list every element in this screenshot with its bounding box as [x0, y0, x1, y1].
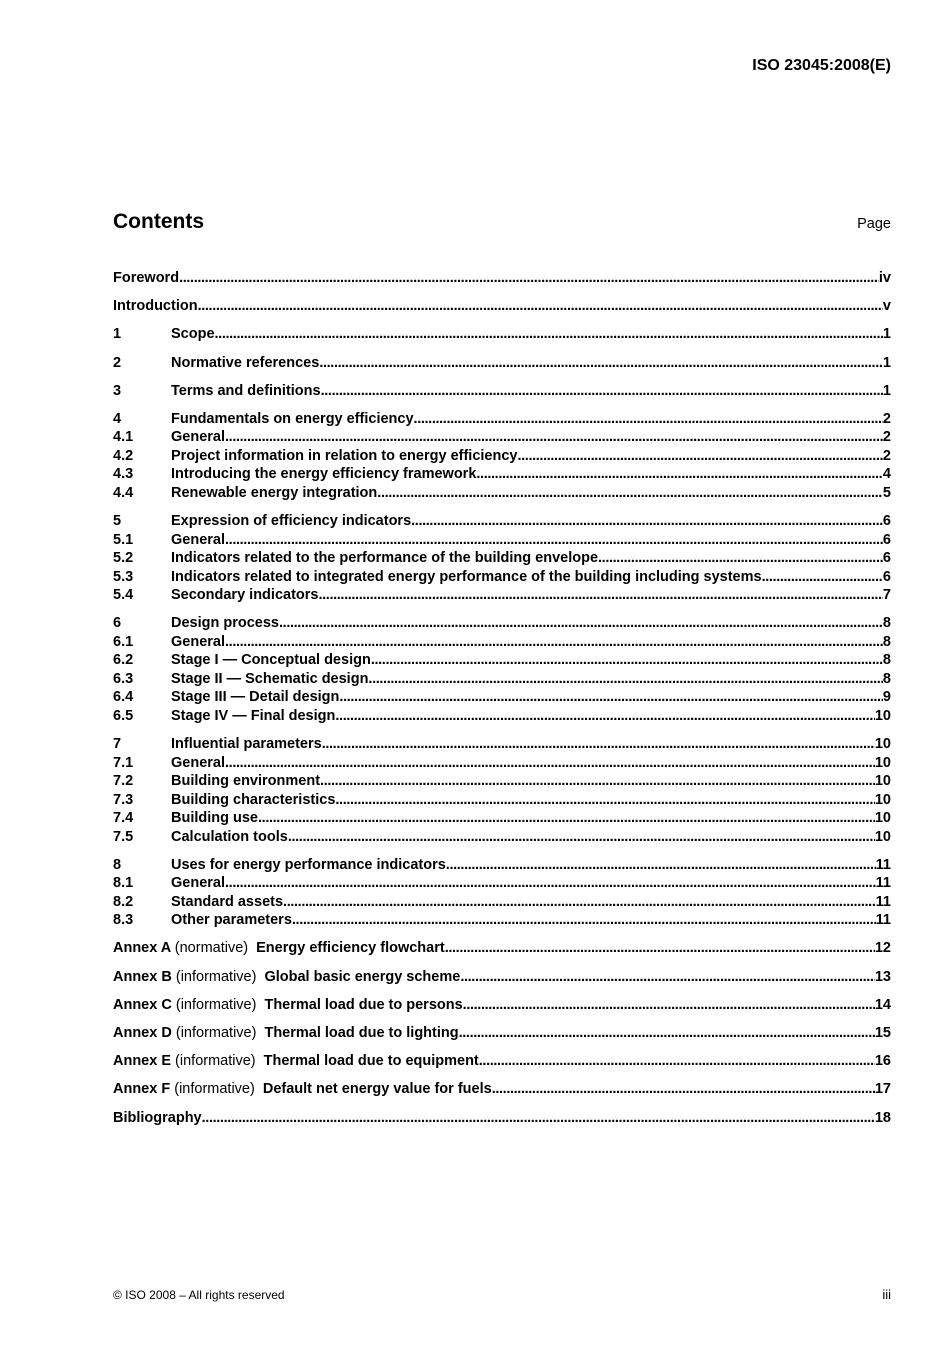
toc-entry-title: Normative references: [171, 354, 320, 371]
dot-leader: [335, 708, 874, 724]
toc-entry-page: 2: [882, 429, 891, 446]
toc-entry[interactable]: [113, 652, 891, 671]
dot-leader: [319, 355, 883, 371]
toc-entry-page: 11: [875, 893, 891, 910]
dot-leader: [202, 1110, 875, 1126]
toc-entry[interactable]: [113, 1025, 891, 1044]
toc-entry-title: Standard assets: [171, 893, 284, 910]
toc-group: [113, 270, 891, 289]
toc-entry-number: 6.4: [113, 689, 134, 706]
toc-entry-page: 10: [874, 773, 891, 789]
toc-group: [113, 355, 891, 374]
toc-entry-page: 6: [882, 568, 891, 585]
annex-kind: (informative): [175, 996, 257, 1013]
dot-leader: [368, 671, 883, 687]
annex-label: Annex C: [113, 996, 172, 1013]
toc-entry[interactable]: [113, 912, 891, 931]
toc-entry-title: Influential parameters: [171, 736, 322, 752]
toc-entry[interactable]: [113, 773, 891, 792]
toc-entry-page: 12: [874, 940, 891, 957]
toc-entry-page: 10: [874, 810, 891, 826]
toc-entry[interactable]: [113, 485, 891, 504]
dot-leader: [258, 810, 875, 826]
toc-entry-title: Secondary indicators: [171, 587, 319, 604]
toc-entry-number: 5.4: [113, 587, 134, 604]
toc-entry[interactable]: [113, 550, 891, 569]
dot-leader: [463, 997, 875, 1013]
toc-entry-title: [113, 940, 445, 956]
toc-entry-page: 10: [874, 754, 891, 771]
toc-entry-page: 11: [875, 875, 891, 892]
toc-entry-title: Introduction: [113, 298, 198, 315]
toc-entry-title: Stage III — Detail design: [171, 689, 340, 706]
toc-entry[interactable]: [113, 634, 891, 653]
toc-entry[interactable]: [113, 326, 891, 345]
toc-group: [113, 857, 891, 931]
toc-entry-title: General: [171, 754, 225, 771]
dot-leader: [371, 652, 883, 668]
dot-leader: [322, 736, 875, 752]
toc-entry-number: 6.2: [113, 652, 134, 669]
toc-entry[interactable]: [113, 689, 891, 708]
toc-entry[interactable]: [113, 969, 891, 988]
toc-entry-title: Renewable energy integration: [171, 484, 378, 501]
toc-entry-number: 7.5: [113, 828, 134, 845]
toc-entry-number: 4.4: [113, 484, 134, 501]
annex-title: Default net energy value for fuels: [262, 1081, 492, 1098]
toc-entry-page: 13: [874, 968, 891, 985]
toc-entry-page: 10: [874, 791, 891, 808]
toc-entry-title: [113, 997, 463, 1013]
toc-entry-title: [113, 1053, 479, 1069]
toc-entry-page: v: [882, 298, 891, 315]
toc-entry-title: Uses for energy performance indicators: [171, 856, 446, 873]
toc-entry-number: 8.3: [113, 912, 134, 929]
toc-entry-page: 11: [875, 856, 891, 873]
dot-leader: [445, 940, 875, 956]
toc-entry-page: 14: [874, 996, 891, 1013]
toc-entry[interactable]: [113, 857, 891, 876]
dot-leader: [179, 270, 879, 286]
toc-group: [113, 940, 891, 959]
toc-entry-page: 11: [875, 912, 891, 929]
annex-title: Thermal load due to persons: [264, 996, 463, 1013]
toc-entry-title: Scope: [171, 326, 215, 343]
toc-entry-number: 3: [113, 382, 122, 399]
annex-kind: (informative): [174, 1081, 255, 1098]
toc-group: [113, 298, 891, 317]
document-code: ISO 23045:2008(E): [752, 57, 891, 74]
toc-entry-number: 6.1: [113, 633, 134, 650]
dot-leader: [762, 569, 883, 585]
toc-entry-title: General: [171, 633, 225, 650]
toc-entry[interactable]: [113, 513, 891, 532]
toc-entry-title: Bibliography: [113, 1109, 202, 1126]
dot-leader: [283, 894, 876, 910]
annex-label: Annex E: [113, 1053, 172, 1070]
dot-leader: [225, 755, 875, 771]
toc-entry-number: 1: [113, 326, 122, 343]
dot-leader: [320, 773, 875, 789]
toc-entry-title: General: [171, 429, 225, 446]
toc-entry-page: 1: [882, 382, 891, 399]
toc-entry[interactable]: [113, 298, 891, 317]
toc-entry[interactable]: [113, 894, 891, 913]
toc-group: [113, 615, 891, 726]
dot-leader: [414, 411, 883, 427]
toc-entry-title: General: [171, 531, 225, 548]
toc-entry-page: 8: [882, 633, 891, 650]
toc-entry-page: 1: [882, 326, 891, 343]
toc-entry-title: Stage I — Conceptual design: [171, 652, 371, 669]
dot-leader: [459, 1025, 875, 1041]
toc-group: [113, 1025, 891, 1044]
toc-entry-number: 4.1: [113, 429, 134, 446]
toc-entry[interactable]: [113, 448, 891, 467]
toc-entry-title: Indicators related to the performance of the building envelope: [171, 550, 599, 567]
toc-entry-title: Building characteristics: [171, 791, 336, 808]
toc-entry-title: Terms and definitions: [171, 382, 321, 399]
toc-entry-title: Other parameters: [171, 912, 292, 929]
toc-entry-number: 7.4: [113, 810, 134, 826]
annex-kind: (informative): [175, 1053, 256, 1070]
toc-entry[interactable]: [113, 755, 891, 774]
toc-entry-page: 9: [882, 689, 891, 706]
toc-entry-title: Stage IV — Final design: [171, 707, 336, 724]
toc-entry-number: 4: [113, 410, 122, 427]
dot-leader: [446, 857, 876, 873]
dot-leader: [279, 615, 883, 631]
page-number: iii: [882, 1287, 891, 1302]
toc-entry-number: 7.3: [113, 791, 134, 808]
toc-entry[interactable]: [113, 736, 891, 755]
toc-entry[interactable]: [113, 411, 891, 430]
toc-entry[interactable]: [113, 270, 891, 289]
toc-entry-number: 6: [113, 615, 122, 632]
toc-entry[interactable]: [113, 829, 891, 848]
toc-group: [113, 326, 891, 345]
dot-leader: [225, 875, 876, 891]
toc-entry-number: 5.1: [113, 531, 134, 548]
toc-entry-page: 8: [882, 670, 891, 687]
dot-leader: [598, 550, 883, 566]
toc-entry-number: 2: [113, 354, 122, 371]
toc-entry-number: 5.2: [113, 550, 134, 567]
toc-entry[interactable]: [113, 429, 891, 448]
toc-entry[interactable]: [113, 1110, 891, 1129]
dot-leader: [492, 1081, 875, 1097]
toc-entry[interactable]: [113, 671, 891, 690]
toc-entry-number: 7.2: [113, 773, 134, 789]
toc-entry-title: Stage II — Schematic design: [171, 670, 369, 687]
toc-entry[interactable]: [113, 708, 891, 727]
toc-entry[interactable]: [113, 875, 891, 894]
toc-entry-number: 7.1: [113, 754, 134, 771]
toc-entry-number: 4.3: [113, 466, 134, 483]
toc-entry-title: Calculation tools: [171, 828, 288, 845]
toc-entry-title: Building use: [171, 810, 258, 826]
toc-entry-title: Fundamentals on energy efficiency: [171, 410, 414, 427]
toc-entry-number: 6.5: [113, 707, 134, 724]
toc-entry[interactable]: [113, 532, 891, 551]
dot-leader: [476, 466, 883, 482]
toc-entry-page: 16: [874, 1053, 891, 1070]
dot-leader: [225, 532, 883, 548]
toc-entry[interactable]: [113, 792, 891, 811]
toc-entry-number: 8.2: [113, 893, 134, 910]
toc-entry[interactable]: [113, 587, 891, 606]
annex-title: Thermal load due to equipment: [263, 1053, 479, 1070]
toc-entry-page: 10: [874, 828, 891, 845]
toc-entry-title: General: [171, 875, 225, 892]
dot-leader: [335, 792, 874, 808]
toc-entry[interactable]: [113, 1081, 891, 1100]
dot-leader: [339, 689, 883, 705]
toc-group: [113, 383, 891, 402]
toc-entry-title: Design process: [171, 615, 279, 632]
toc-entry-page: 4: [882, 466, 891, 483]
toc-entry-title: [113, 1081, 492, 1097]
toc-entry-title: Foreword: [113, 270, 180, 286]
dot-leader: [215, 326, 883, 342]
toc-group: [113, 997, 891, 1016]
table-of-contents: [113, 270, 891, 1138]
toc-group: [113, 736, 891, 847]
page-column-label: Page: [857, 216, 891, 232]
toc-entry[interactable]: [113, 997, 891, 1016]
toc-entry-number: 5: [113, 513, 122, 530]
toc-entry-title: Project information in relation to energy efficiency: [171, 447, 518, 464]
toc-group: [113, 513, 891, 606]
annex-label: Annex D: [113, 1024, 172, 1041]
annex-label: Annex A: [113, 940, 171, 957]
dot-leader: [517, 448, 882, 464]
dot-leader: [288, 829, 875, 845]
toc-entry-title: [113, 969, 460, 985]
toc-group: [113, 1053, 891, 1072]
toc-entry[interactable]: [113, 383, 891, 402]
toc-entry-number: 8: [113, 856, 122, 873]
toc-group: [113, 1110, 891, 1129]
toc-entry-page: 5: [882, 484, 891, 501]
toc-entry-title: Indicators related to integrated energy performance of the building including systems: [171, 568, 762, 585]
contents-title: Contents: [113, 210, 204, 233]
toc-entry-page: iv: [878, 270, 891, 286]
toc-entry-page: 18: [874, 1109, 891, 1126]
dot-leader: [318, 587, 882, 603]
toc-entry-number: 8.1: [113, 875, 134, 892]
annex-title: Energy efficiency flowchart: [256, 940, 445, 957]
annex-title: Global basic energy scheme: [264, 968, 461, 985]
toc-group: [113, 969, 891, 988]
annex-kind: (informative): [175, 968, 257, 985]
toc-entry-number: 7: [113, 736, 122, 752]
dot-leader: [321, 383, 883, 399]
annex-label: Annex B: [113, 968, 172, 985]
toc-entry[interactable]: [113, 466, 891, 485]
toc-entry-page: 1: [882, 354, 891, 371]
toc-entry[interactable]: [113, 1053, 891, 1072]
toc-entry-title: Building environment: [171, 773, 321, 789]
dot-leader: [225, 429, 883, 445]
toc-entry-page: 6: [882, 531, 891, 548]
toc-entry-page: 2: [882, 447, 891, 464]
toc-entry[interactable]: [113, 940, 891, 959]
annex-kind: (informative): [175, 1024, 257, 1041]
toc-entry-title: Expression of efficiency indicators: [171, 513, 412, 530]
toc-entry-page: 2: [882, 410, 891, 427]
toc-group: [113, 1081, 891, 1100]
dot-leader: [198, 298, 883, 314]
dot-leader: [292, 912, 876, 928]
annex-kind: (normative): [174, 940, 249, 957]
dot-leader: [460, 969, 875, 985]
toc-entry-page: 6: [882, 550, 891, 567]
annex-title: Thermal load due to lighting: [264, 1024, 459, 1041]
toc-entry-page: 10: [874, 707, 891, 724]
dot-leader: [411, 513, 883, 529]
dot-leader: [377, 485, 883, 501]
copyright-notice: © ISO 2008 – All rights reserved: [113, 1288, 285, 1302]
dot-leader: [225, 634, 883, 650]
toc-entry[interactable]: [113, 615, 891, 634]
toc-entry-page: 8: [882, 615, 891, 632]
toc-entry[interactable]: [113, 355, 891, 374]
toc-entry-title: [113, 1025, 459, 1041]
toc-entry-number: 4.2: [113, 447, 134, 464]
toc-entry-page: 10: [874, 736, 891, 752]
toc-entry[interactable]: [113, 810, 891, 829]
toc-entry-page: 6: [882, 513, 891, 530]
toc-entry-page: 17: [874, 1081, 891, 1098]
toc-group: [113, 411, 891, 504]
annex-label: Annex F: [113, 1081, 171, 1098]
toc-entry-page: 15: [874, 1024, 891, 1041]
toc-entry-number: 6.3: [113, 670, 134, 687]
toc-entry-page: 8: [882, 652, 891, 669]
dot-leader: [479, 1053, 875, 1069]
toc-entry[interactable]: [113, 569, 891, 588]
toc-entry-title: Introducing the energy efficiency framework: [171, 466, 477, 483]
toc-entry-number: 5.3: [113, 568, 134, 585]
toc-entry-page: 7: [882, 587, 891, 604]
